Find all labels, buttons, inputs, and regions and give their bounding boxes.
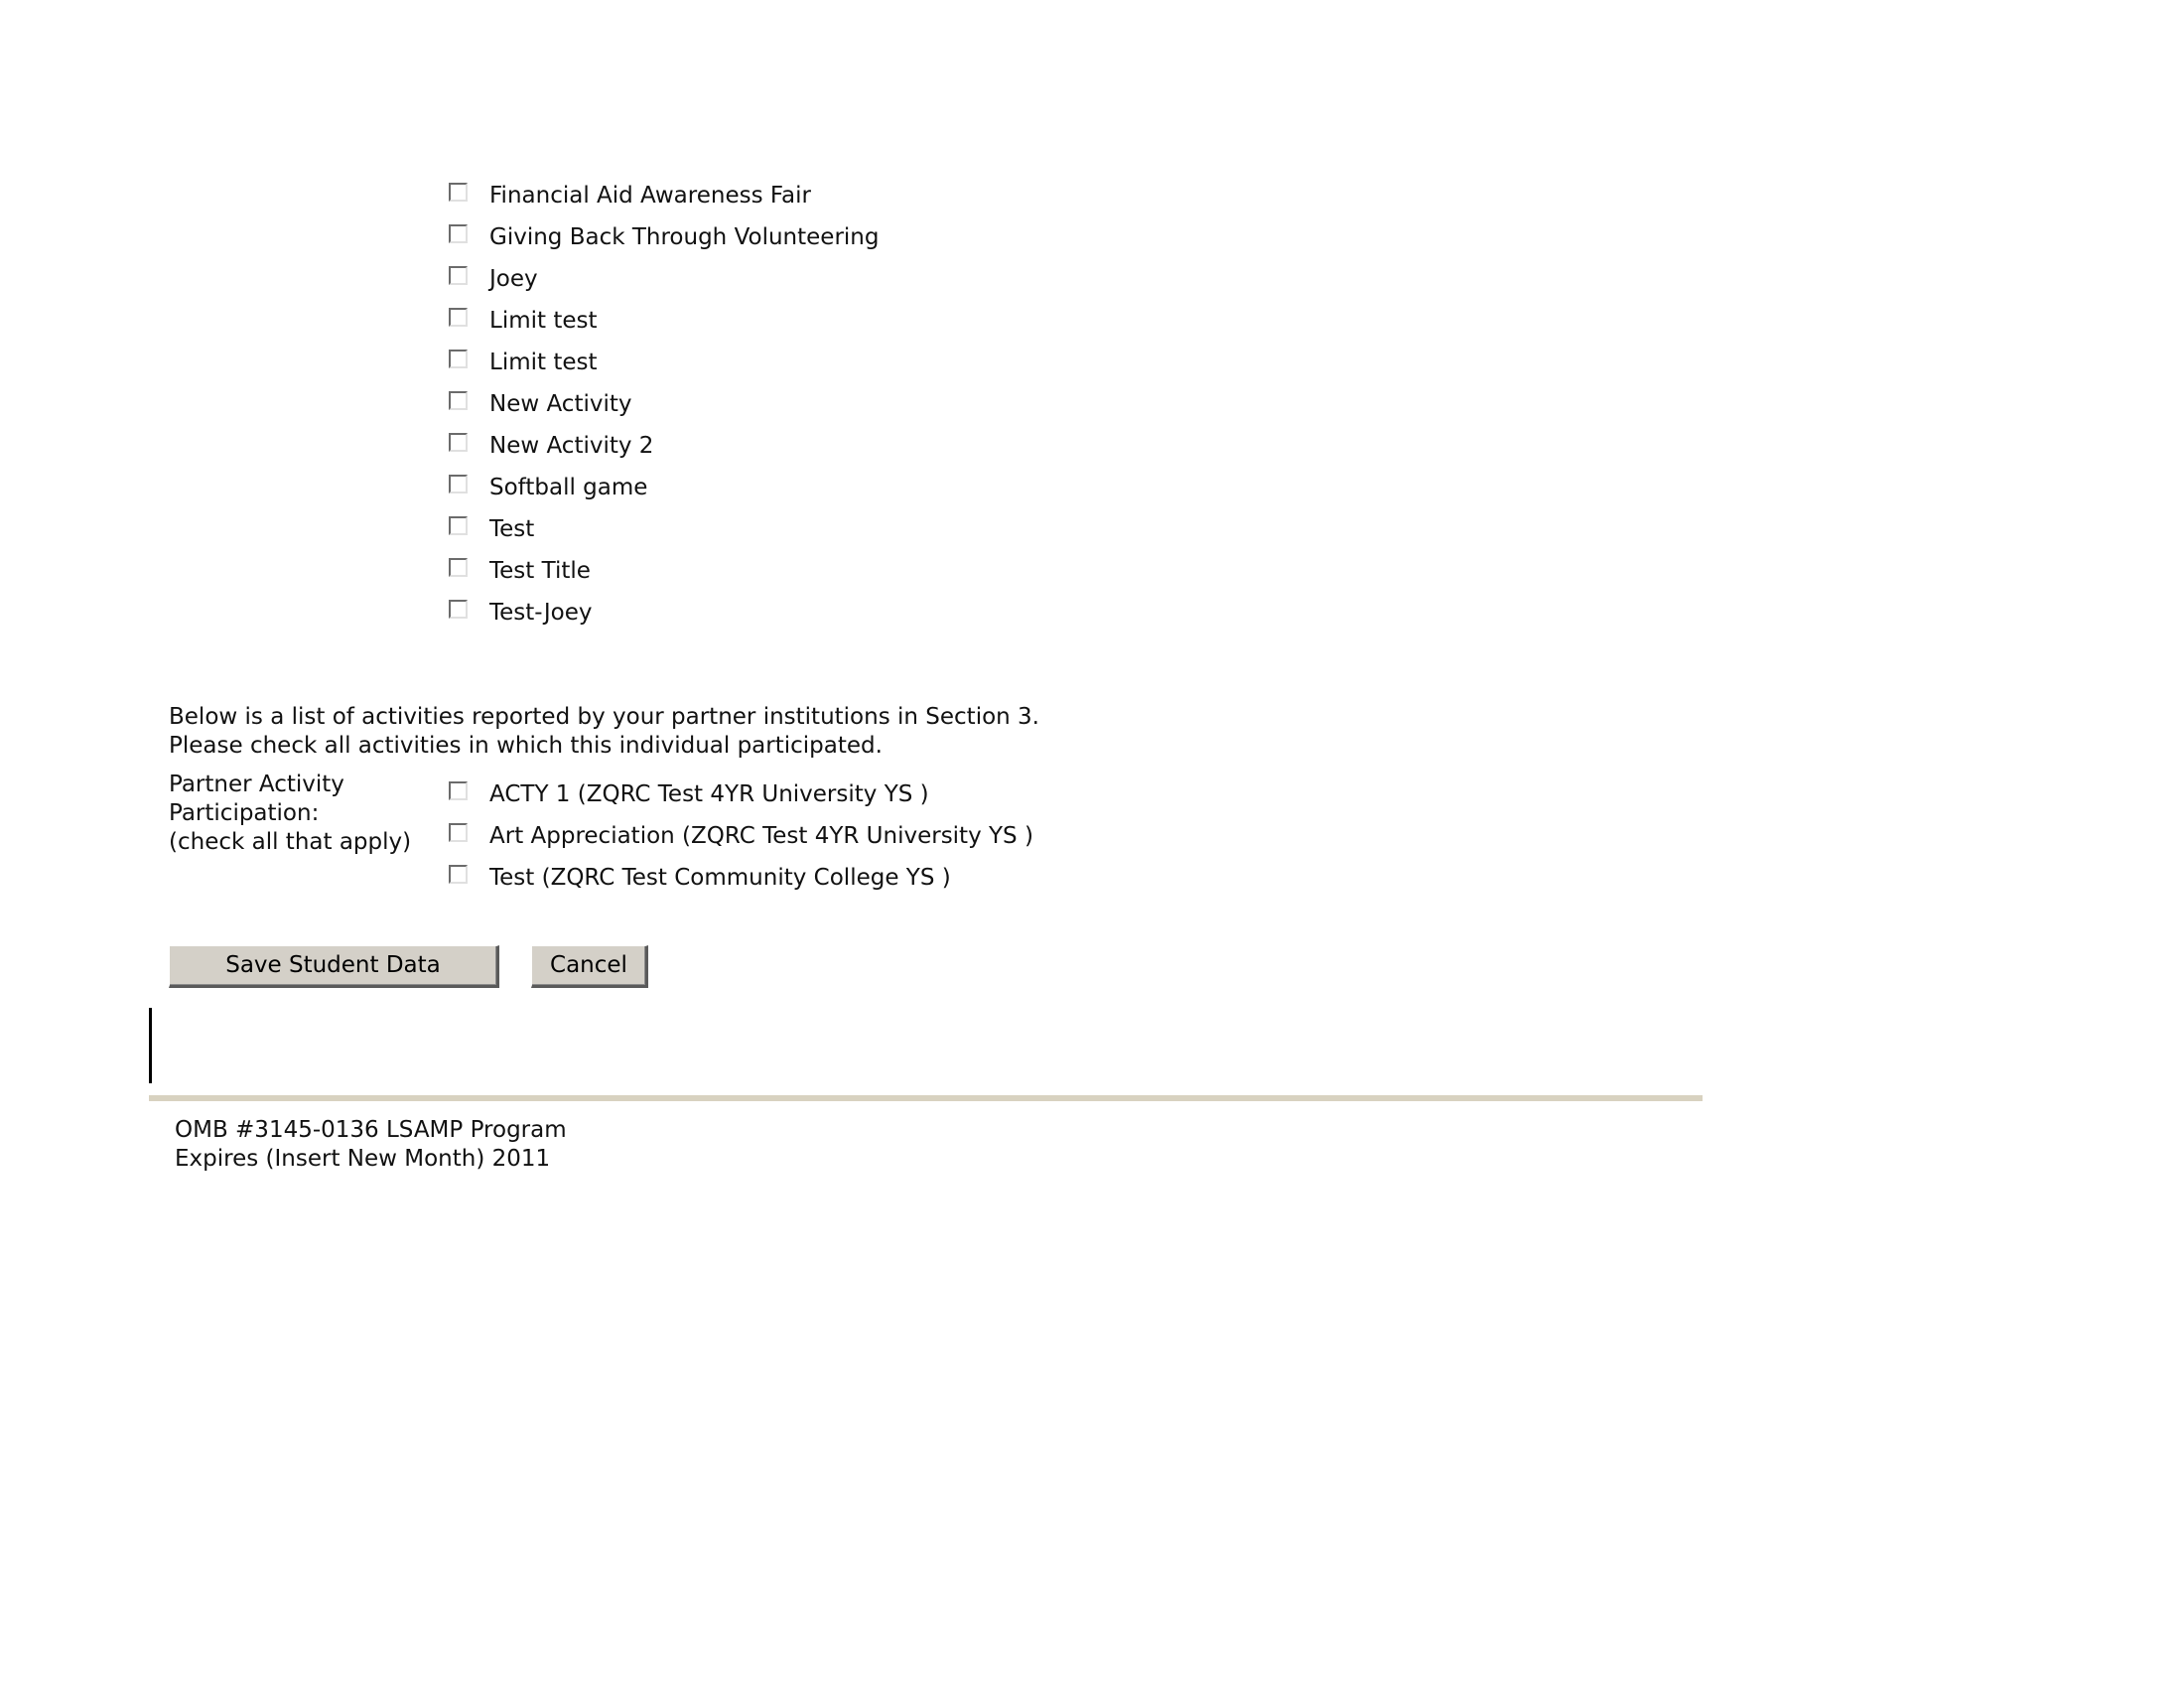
text-cursor	[149, 1008, 152, 1083]
activity-option[interactable]	[449, 508, 879, 550]
activity-label: Test	[489, 516, 535, 542]
partner-activity-checkbox[interactable]	[449, 865, 468, 884]
partner-label-line: Participation:	[169, 800, 320, 826]
activity-option[interactable]	[449, 383, 879, 425]
footer-expires-line: Expires (Insert New Month) 2011	[175, 1146, 551, 1172]
activity-checkbox[interactable]	[449, 266, 468, 285]
cancel-button[interactable]: Cancel	[531, 945, 648, 988]
activity-checkbox[interactable]	[449, 475, 468, 493]
footer-divider	[149, 1095, 1703, 1101]
activity-checkbox[interactable]	[449, 183, 468, 202]
partner-intro-text	[169, 703, 1039, 761]
partner-label-line: Partner Activity	[169, 772, 344, 797]
partner-activity-checkbox-list	[449, 774, 1033, 899]
activity-checkbox[interactable]	[449, 308, 468, 327]
activity-label: Joey	[489, 266, 538, 292]
activity-label: Limit test	[489, 308, 598, 334]
partner-activity-option[interactable]	[449, 815, 1033, 857]
activity-label: Test-Joey	[489, 600, 593, 626]
activity-checkbox[interactable]	[449, 391, 468, 410]
partner-activity-label-text: Art Appreciation (ZQRC Test 4YR University YS )	[489, 823, 1033, 849]
activity-checkbox[interactable]	[449, 224, 468, 243]
activity-checkbox[interactable]	[449, 558, 468, 577]
footer	[175, 1116, 567, 1174]
activity-option[interactable]	[449, 592, 879, 633]
partner-activity-checkbox[interactable]	[449, 823, 468, 842]
activity-checkbox-list	[449, 175, 879, 633]
activity-option[interactable]	[449, 300, 879, 342]
activity-label: Financial Aid Awareness Fair	[489, 183, 811, 209]
partner-intro-line: Below is a list of activities reported by your partner institutions in Section 3.	[169, 704, 1039, 730]
activity-checkbox[interactable]	[449, 516, 468, 535]
activity-label: New Activity	[489, 391, 632, 417]
activity-label: Giving Back Through Volunteering	[489, 224, 880, 250]
activity-label: Limit test	[489, 350, 598, 375]
activity-label: Test Title	[489, 558, 591, 584]
activity-option[interactable]	[449, 467, 879, 508]
activity-option[interactable]	[449, 342, 879, 383]
activity-label: New Activity 2	[489, 433, 654, 459]
activity-option[interactable]	[449, 550, 879, 592]
activity-label: Softball game	[489, 475, 648, 500]
partner-activity-label-text: ACTY 1 (ZQRC Test 4YR University YS )	[489, 781, 929, 807]
partner-activity-checkbox[interactable]	[449, 781, 468, 800]
partner-intro-line: Please check all activities in which this individual participated.	[169, 733, 883, 759]
activity-option[interactable]	[449, 216, 879, 258]
footer-omb-line: OMB #3145-0136 LSAMP Program	[175, 1117, 567, 1143]
activity-option[interactable]	[449, 425, 879, 467]
partner-activity-option[interactable]	[449, 857, 1033, 899]
activity-checkbox[interactable]	[449, 600, 468, 619]
activity-option[interactable]	[449, 175, 879, 216]
partner-activity-label	[169, 771, 411, 857]
activity-checkbox[interactable]	[449, 350, 468, 368]
save-student-data-button[interactable]: Save Student Data	[169, 945, 499, 988]
partner-activity-label-text: Test (ZQRC Test Community College YS )	[489, 865, 951, 891]
activity-option[interactable]	[449, 258, 879, 300]
activity-checkbox[interactable]	[449, 433, 468, 452]
partner-activity-option[interactable]	[449, 774, 1033, 815]
partner-label-line: (check all that apply)	[169, 829, 412, 855]
